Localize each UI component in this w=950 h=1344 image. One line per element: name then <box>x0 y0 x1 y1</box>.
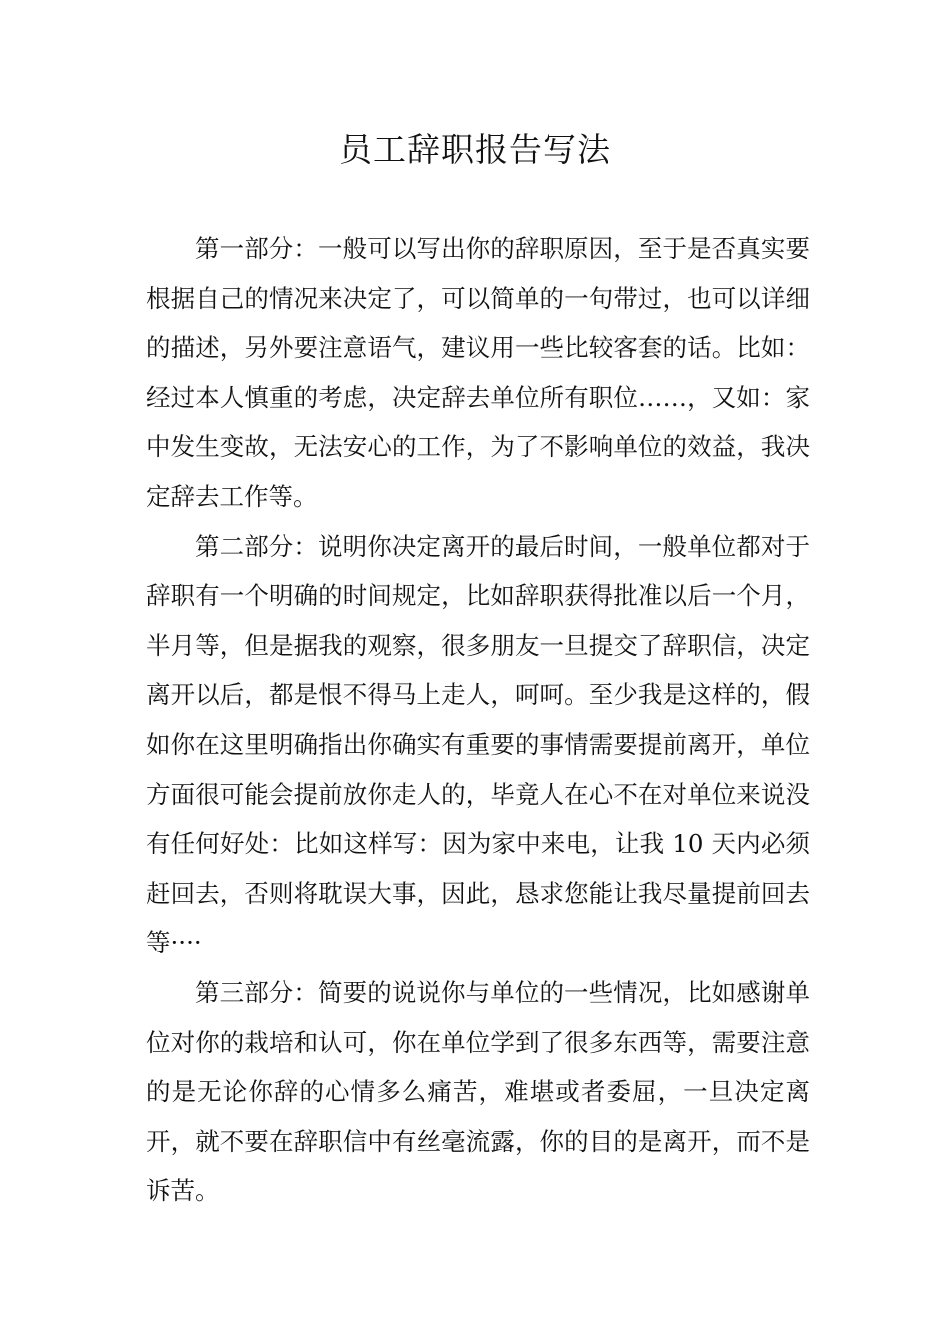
document-body <box>146 224 810 1216</box>
paragraph-part-one: 第一部分：一般可以写出你的辞职原因，至于是否真实要根据自己的情况来决定了，可以简单的一句带过，也可以详细的描述，另外要注意语气，建议用一些比较客套的话。比如：经过本人慎重的考虑，决定辞去单位所有职位……，又如：家中发生变故，无法安心的工作，为了不影响单位的效益，我决定辞去工作等。 <box>146 234 810 511</box>
document-title: 员工辞职报告写法 <box>339 130 611 169</box>
paragraph-part-three: 第三部分：简要的说说你与单位的一些情况，比如感谢单位对你的栽培和认可，你在单位学到了很多东西等，需要注意的是无论你辞的心情多么痛苦，难堪或者委屈，一旦决定离开，就不要在辞职信中有丝毫流露，你的目的是离开，而不是诉苦。 <box>146 977 810 1206</box>
paragraph-part-two: 第二部分：说明你决定离开的最后时间，一般单位都对于辞职有一个明确的时间规定，比如辞职获得批准以后一个月，半月等，但是据我的观察，很多朋友一旦提交了辞职信，决定离开以后，都是恨不得马上走人，呵呵。至少我是这样的，假如你在这里明确指出你确实有重要的事情需要提前离开，单位方面很可能会提前放你走人的，毕竟人在心不在对单位来说没有任何好处：比如这样写：因为家中来电，让我 10 天内必须赶回去，否则将耽误大事，因此，恳求您能让我尽量提前回去等···· <box>146 531 810 958</box>
